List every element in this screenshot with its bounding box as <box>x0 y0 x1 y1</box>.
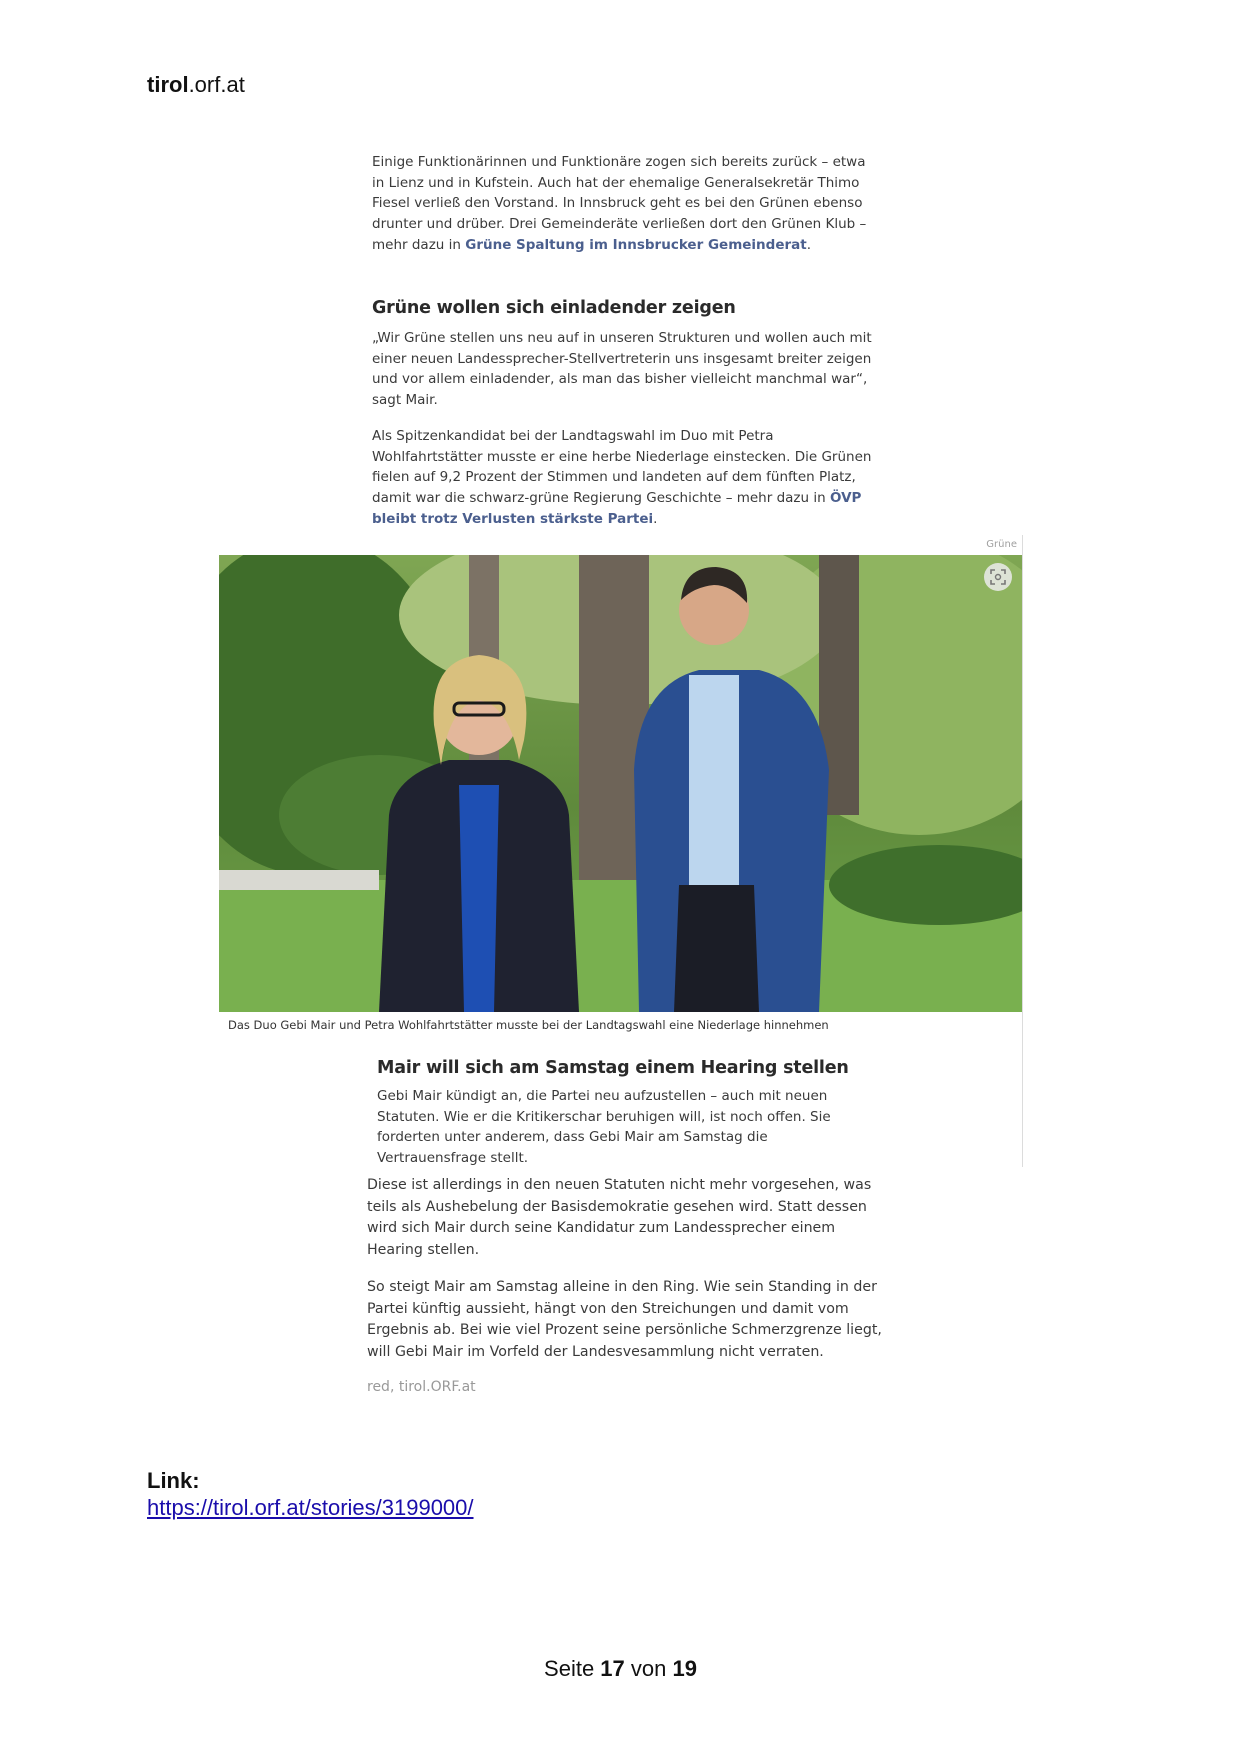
paragraph-3-end: . <box>653 510 658 527</box>
site-logo-bold: tirol <box>147 72 189 97</box>
page-footer <box>0 1656 1241 1682</box>
article-paragraph-4: Gebi Mair kündigt an, die Partei neu aufzustellen – auch mit neuen Statuten. Wie er die Kritikerschar beruhigen will, ist noch offen. Sie forderten unter anderem, dass Gebi Mair am Samstag die Vertrauensfrage stellt. <box>377 1088 831 1166</box>
link-gruene-spaltung[interactable]: Grüne Spaltung im Innsbrucker Gemeinderat <box>465 236 807 253</box>
image-caption: Das Duo Gebi Mair und Petra Wohlfahrtstätter musste bei der Landtagswahl eine Niederlage hinnehmen <box>228 1018 829 1032</box>
article-paragraph-1 <box>372 152 872 256</box>
paragraph-1-end: . <box>806 236 811 253</box>
footer-page-number: 17 <box>600 1656 625 1681</box>
site-logo <box>147 72 245 98</box>
paragraph-1-text: Einige Funktionärinnen und Funktionäre zogen sich bereits zurück – etwa in Lienz und in Kufstein. Auch hat der ehemalige Generalsekretär Thimo Fiesel verließ den Vorstand. In Innsbruck geht es bei den Grünen ebenso drunter und drüber. Drei Gemeinderäte verließen dort den Grünen Klub – mehr dazu in <box>372 154 867 253</box>
link-label: Link: <box>147 1468 200 1493</box>
article-photo[interactable] <box>219 555 1022 1012</box>
footer-middle: von <box>624 1656 673 1681</box>
story-url-link[interactable]: https://tirol.orf.at/stories/3199000/ <box>147 1495 474 1520</box>
heading-einladend: Grüne wollen sich einladender zeigen <box>372 298 736 318</box>
paragraph-2-text: „Wir Grüne stellen uns neu auf in unseren Strukturen und wollen auch mit einer neuen Landessprecher-Stellvertreterin uns insgesamt breiter zeigen und vor allem einladender, als man das bisher vielleicht manchmal war“, sagt Mair. <box>372 330 872 409</box>
zoom-button[interactable] <box>984 563 1012 591</box>
section-heading-hearing <box>377 1058 849 1078</box>
article-paragraph-2 <box>372 328 872 411</box>
site-logo-rest: .orf.at <box>188 72 245 97</box>
image-credit: Grüne <box>986 539 1017 550</box>
article-source: red, tirol.ORF.at <box>367 1379 476 1395</box>
article-figure <box>219 535 1023 1167</box>
article-paragraph-6: So steigt Mair am Samstag alleine in den Ring. Wie sein Standing in der Partei künftig aussieht, hängt von den Streichungen und damit vom Ergebnis ab. Bei wie viel Prozent seine persönliche Schmerzgrenze liegt, will Gebi Mair im Vorfeld der Landesvesammlung nicht verraten. <box>367 1279 882 1361</box>
article-paragraph-5: Diese ist allerdings in den neuen Statuten nicht mehr vorgesehen, was teils als Aushebelung der Basisdemokratie gesehen wird. Statt dessen wird sich Mair durch seine Kandidatur zum Landessprecher einem Hearing stellen. <box>367 1177 872 1259</box>
link-oevp-bleibt[interactable]: ÖVP bleibt trotz Verlusten stärkste Partei <box>372 490 862 527</box>
zoom-icon <box>990 569 1006 585</box>
footer-total-pages: 19 <box>672 1656 697 1681</box>
article-paragraph-3 <box>372 426 872 530</box>
footer-prefix: Seite <box>544 1656 601 1681</box>
figure-divider <box>1022 535 1023 1167</box>
section-heading-einladend <box>372 298 872 319</box>
paragraph-3-text: Als Spitzenkandidat bei der Landtagswahl im Duo mit Petra Wohlfahrtstätter musste er eine herbe Niederlage einstecken. Die Grünen fielen auf 9,2 Prozent der Stimmen und landeten auf dem fünften Platz, damit war die schwarz-grüne Regierung Geschichte – mehr dazu in <box>372 428 872 507</box>
heading-hearing: Mair will sich am Samstag einem Hearing stellen <box>377 1058 849 1078</box>
photo-illustration <box>219 555 1022 1012</box>
